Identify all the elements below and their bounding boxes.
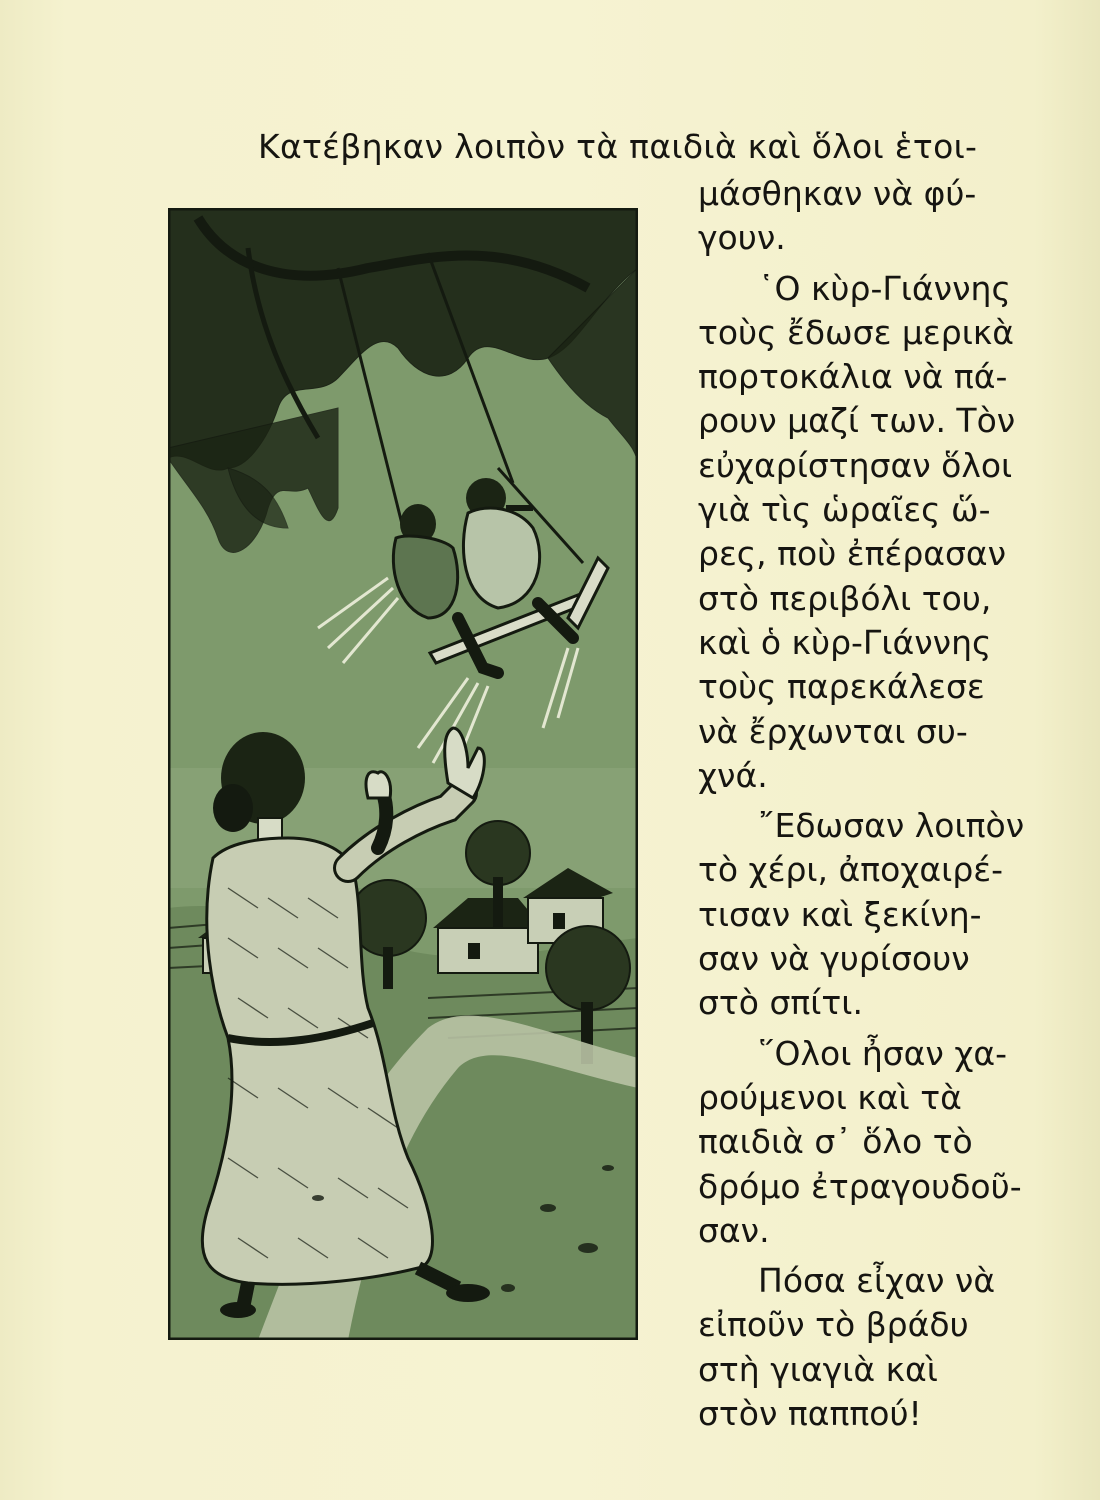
text-line: στὸν παππού! <box>698 1394 922 1434</box>
text-line: στὴ γιαγιὰ καὶ <box>698 1349 938 1389</box>
paragraph-2 <box>698 267 1016 799</box>
text-line: σαν νὰ γυρίσουν <box>698 939 970 979</box>
text-line: παιδιὰ σ᾿ ὅλο τὸ <box>698 1122 973 1162</box>
illustration-swing-scene <box>168 208 638 1340</box>
first-text-line: Κατέβηκαν λοιπὸν τὰ παιδιὰ καὶ ὅλοι ἑτοι- <box>258 127 978 166</box>
text-line: γουν. <box>698 218 786 258</box>
text-line: ρούμενοι καὶ τὰ <box>698 1077 962 1117</box>
text-line: καὶ ὁ κὺρ-Γιάννης <box>698 622 992 662</box>
text-line: εἰποῦν τὸ βράδυ <box>698 1305 969 1345</box>
paragraph-5 <box>698 1259 1010 1436</box>
text-line: ῞Ολοι ἦσαν χα- <box>758 1033 1008 1073</box>
text-line: ρες, ποὺ ἐπέρασαν <box>698 534 1007 574</box>
text-line: πορτοκάλια νὰ πά- <box>698 357 1008 397</box>
text-line: τοὺς ἔδωσε μερικὰ <box>698 312 1015 352</box>
text-line: ρουν μαζί των. Τὸν <box>698 401 1016 441</box>
text-line: γιὰ τὶς ὡραῖες ὥ- <box>698 490 991 530</box>
text-line: σαν. <box>698 1210 770 1250</box>
text-line: στὸ περιβόλι του, <box>698 578 992 618</box>
text-line: δρόμο ἐτραγουδοῦ- <box>698 1166 1022 1206</box>
paragraph-3 <box>698 804 1025 1025</box>
text-line: ῎Εδωσαν λοιπὸν <box>758 806 1025 846</box>
paragraph-4 <box>698 1032 1022 1253</box>
text-line: τισαν καὶ ξεκίνη- <box>698 894 982 934</box>
text-line: νὰ ἔρχωνται συ- <box>698 711 968 751</box>
text-line: τοὺς παρεκάλεσε <box>698 667 985 707</box>
text-line: στὸ σπίτι. <box>698 983 863 1023</box>
text-line: ῾Ο κὺρ-Γιάννης <box>758 268 1011 308</box>
text-line: μάσθηκαν νὰ φύ- <box>698 174 977 213</box>
text-line: Πόσα εἶχαν νὰ <box>758 1261 996 1301</box>
text-line: τὸ χέρι, ἀποχαιρέ- <box>698 850 1004 890</box>
text-column <box>698 172 1025 1442</box>
text-line: χνά. <box>698 755 768 795</box>
paragraph-1 <box>698 172 1010 261</box>
text-line: εὐχαρίστησαν ὅλοι <box>698 445 1013 485</box>
